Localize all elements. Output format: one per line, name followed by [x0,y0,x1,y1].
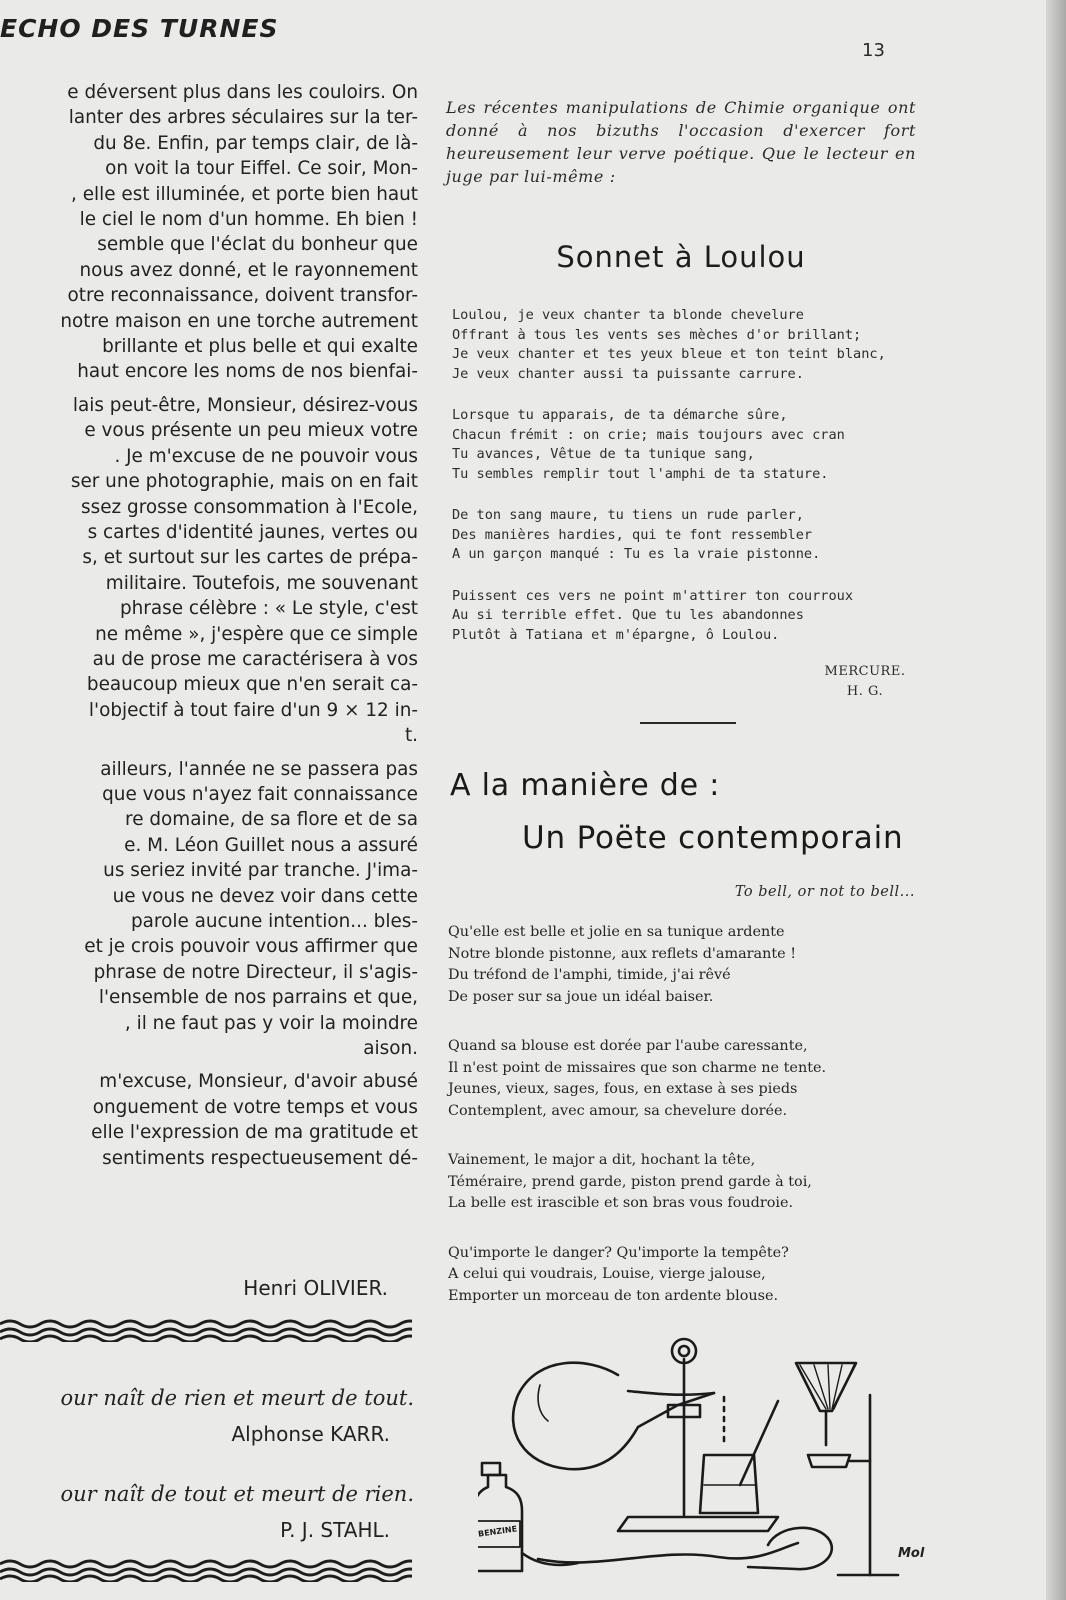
verse-line: Offrant à tous les vents ses mèches d'or brillant; [452,326,862,343]
pastiche-title-line1: A la manière de : [450,768,721,803]
paragraph-gap [0,749,418,757]
quote-karr-author: Alphonse KARR. [231,1422,390,1446]
sonnet-credit-initials: H. G. [846,684,884,699]
letter-line: , il ne faut pas y voir la moindre [124,1012,418,1034]
verse-line: De poser sur sa joue un idéal baiser. [448,988,714,1005]
verse-line: Notre blonde pistonne, aux reflets d'amarante ! [448,945,797,962]
letter-line: parole aucune intention... bles- [130,911,418,932]
verse-line: Des manières hardies, qui te font ressembler [452,526,813,543]
quote-stahl: our naît de tout et meurt de rien. [60,1482,414,1506]
letter-line: militaire. Toutefois, me souvenant [105,572,418,594]
running-header: ECHO DES TURNES [0,14,279,43]
letter-line: phrase célèbre : « Le style, c'est [119,598,418,620]
letter-line: s cartes d'identité jaunes, vertes ou [87,521,418,543]
verse-line: Plutôt à Tatiana et m'épargne, ô Loulou. [452,626,780,643]
paragraph-gap [0,1061,418,1069]
letter-line: du 8e. Enfin, par temps clair, de là- [93,132,418,154]
verse-line: Lorsque tu apparais, de ta démarche sûre, [452,407,788,423]
letter-line: notre maison en une torche autrement [60,310,418,332]
paragraph-gap [0,385,418,393]
page-edge [1046,0,1066,1600]
letter-line: ailleurs, l'année ne se passera pas [100,758,418,780]
wave-divider-bottom [0,1558,412,1582]
letter-line: on voit la tour Eiffel. Ce soir, Mon- [105,158,418,180]
verse-line: Emporter un morceau de ton ardente blouse. [448,1287,779,1304]
pastiche-body [448,922,826,1335]
pastiche-stanza [448,1243,826,1308]
quote-karr: our naît de rien et meurt de tout. [60,1386,414,1410]
letter-line: lais peut-être, Monsieur, désirez-vous [72,394,418,416]
pastiche-title-line2: Un Poëte contemporain [522,820,904,856]
verse-line: Qu'importe le danger? Qu'importe la tempête? [448,1244,789,1261]
verse-line: Je veux chanter et tes yeux bleue et ton teint blanc, [452,346,886,362]
benzine-bottle-icon [478,1475,522,1571]
wave-divider-top [0,1318,412,1342]
verse-line: Téméraire, prend garde, piston prend garde à toi, [448,1173,812,1190]
poems-intro: Les récentes manipulations de Chimie organique ont donné à nos bizuths l'occasion d'exercer fort heureusement leur verve poétique. Que le lecteur en juge par lui-même : [446,98,916,186]
verse-line: Tu avances, Vêtue de ta tunique sang, [452,446,755,462]
sonnet-stanza [452,406,886,484]
bottle-label: BENZINE [477,1524,518,1539]
sonnet-stanza [452,306,886,384]
verse-line: Jeunes, vieux, sages, fous, en extase à ses pieds [448,1081,798,1097]
letter-line: , elle est illuminée, et porte bien haut [71,183,418,205]
chemistry-apparatus-illustration [478,1335,928,1583]
letter-line: phrase de notre Directeur, il s'agis- [93,961,418,983]
letter-line: ser une photographie, mais on en fait [70,471,418,493]
verse-line: Il n'est point de missaires que son charme ne tente. [448,1059,827,1076]
letter-line: otre reconnaissance, doivent transfor- [67,285,418,307]
verse-line: Quand sa blouse est dorée par l'aube caressante, [448,1038,808,1054]
letter-line: ssez grosse consommation à l'Ecole, [81,496,418,518]
letter-line: . Je m'excuse de ne pouvoir vous [114,445,418,467]
letter-line: e vous présente un peu mieux votre [84,420,418,442]
letter-line: elle l'expression de ma gratitude et [91,1122,418,1144]
letter-line: l'objectif à tout faire d'un 9 × 12 in- [88,699,418,721]
letter-line: onguement de votre temps et vous [92,1096,418,1118]
letter-line: le ciel le nom d'un homme. Eh bien ! [79,209,418,231]
verse-line: Au si terrible effet. Que tu les abandonnes [452,607,804,623]
letter-line: nous avez donné, et le rayonnement [79,259,418,281]
pastiche-stanza [448,922,826,1008]
pastiche-epigraph: To bell, or not to bell... [734,884,915,900]
verse-line: Je veux chanter aussi ta puissante carrure. [452,365,804,382]
verse-line: A celui qui voudrais, Louise, vierge jalouse, [448,1266,766,1282]
letter-line: e. M. Léon Guillet nous a assuré [124,834,418,856]
letter-line: ne même », j'espère que ce simple [95,623,418,645]
sonnet-stanza [452,506,886,565]
sonnet-stanza [452,587,886,646]
letter-line: e déversent plus dans les couloirs. On [67,82,418,103]
letter-line: et je crois pouvoir vous affirmer que [84,936,418,958]
letter-line: aison. [363,1038,418,1060]
artist-signature: Mol [898,1546,925,1561]
verse-line: Puissent ces vers ne point m'attirer ton courroux [452,587,854,604]
page-number: 13 [862,40,885,61]
verse-line: Tu sembles remplir tout l'amphi de ta stature. [452,465,829,482]
letter-line: beaucoup mieux que n'en serait ca- [86,674,418,696]
sonnet-credit-pseudonym: MERCURE. [824,664,906,679]
letter-line: que vous n'ayez fait connaissance [102,783,418,805]
letter-line: ue vous ne devez voir dans cette [112,885,418,907]
letter-line: au de prose me caractérisera à vos [92,648,418,670]
verse-line: La belle est irascible et son bras vous foudroie. [448,1195,794,1211]
letter-line: lanter des arbres séculaires sur la ter- [68,107,418,129]
letter-line: brillante et plus belle et qui exalte [102,336,418,358]
letter-line: us seriez invité par tranche. J'ima- [103,860,418,882]
pastiche-stanza [448,1150,826,1215]
letter-line: l'ensemble de nos parrains et que, [98,987,418,1009]
letter-line: s, et surtout sur les cartes de prépa- [82,547,418,569]
letter-line: haut encore les noms de nos bienfai- [77,361,418,383]
verse-line: De ton sang maure, tu tiens un rude parler, [452,507,804,523]
letter-line: re domaine, de sa flore et de sa [125,809,418,831]
verse-line: Qu'elle est belle et jolie en sa tunique ardente [448,924,785,940]
pastiche-stanza [448,1036,826,1122]
letter-body [0,80,418,1171]
sonnet-title: Sonnet à Loulou [556,240,806,274]
letter-line: t. [404,725,418,747]
section-rule [640,722,736,724]
letter-signature: Henri OLIVIER. [243,1276,388,1300]
verse-line: Contemplent, avec amour, sa chevelure dorée. [448,1102,788,1119]
letter-line: semble que l'éclat du bonheur que [97,234,418,256]
quote-stahl-author: P. J. STAHL. [280,1518,390,1542]
verse-line: Vainement, le major a dit, hochant la tête, [448,1152,756,1168]
letter-line: m'excuse, Monsieur, d'avoir abusé [99,1071,418,1093]
verse-line: Loulou, je veux chanter ta blonde chevelure [452,307,804,323]
sonnet-body [452,306,886,667]
fallen-flask-icon [748,1528,832,1569]
letter-line: sentiments respectueusement dé- [102,1147,418,1169]
verse-line: Du tréfond de l'amphi, timide, j'ai rêvé [448,967,731,983]
verse-line: A un garçon manqué : Tu es la vraie pistonne. [452,546,821,562]
verse-line: Chacun frémit : on crie; mais toujours avec cran [452,426,845,443]
